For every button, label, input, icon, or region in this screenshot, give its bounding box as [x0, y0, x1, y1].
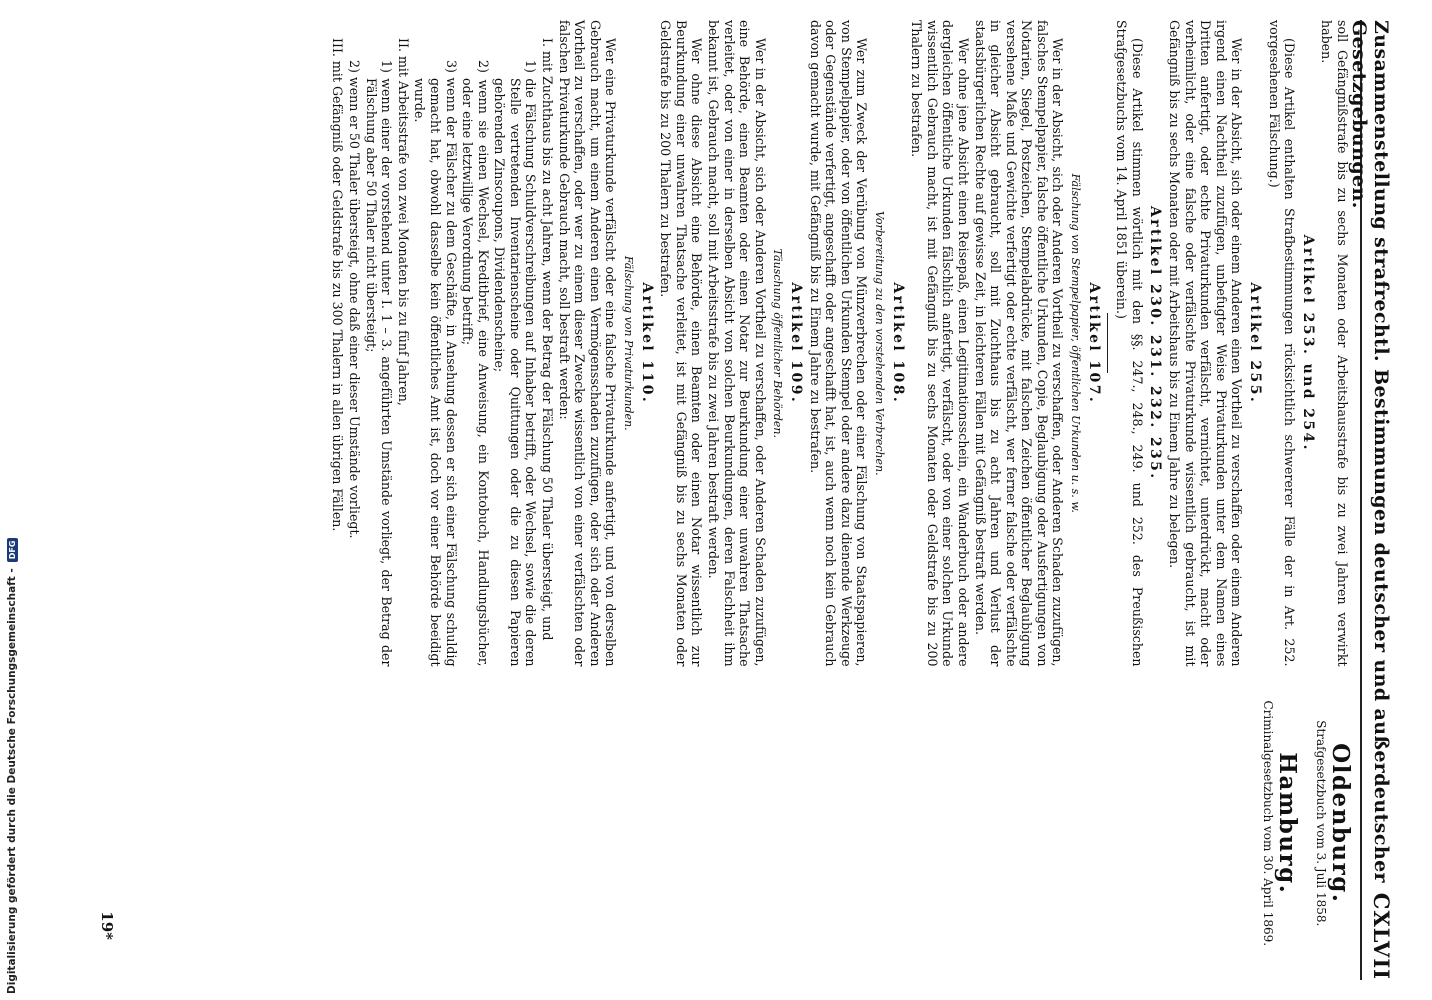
- list-item: I. mit Zuchthaus bis zu acht Jahren, wenn der Betrag der Fälschung 50 Thaler übersteigt, und: [540, 38, 556, 641]
- state-title: Hamburg.: [1273, 752, 1301, 895]
- sub-list-item: 2) wenn sie einen Wechsel, Kreditbrief, eine Anweisung, ein Kontobuch, Handlungsbücher, oder eine letztwillige Verordnung betrifft;: [460, 60, 491, 667]
- page-number: CXLVII: [1369, 892, 1394, 980]
- paragraph: Wer ohne diese Absicht eine Behörde, einen Beamten oder einen Notar wissentlich zur Beurkundung einer unwahren Thatsache verleitet, ist mit Gefängniß bis zu sechs Monaten oder Geldstrafe bis zu 200 Thalern zu bestrafen.: [658, 20, 705, 667]
- credit-text: Digitalisierung gefördert durch die Deutsche Forschungsgemeinschaft -: [6, 568, 18, 994]
- sub-list-item: 2) wenn er 50 Thaler übersteigt, ohne daß einer dieser Umstände vorliegt.: [346, 60, 362, 539]
- paragraph: Wer zum Zweck der Verübung von Münzverbrechen oder einer Fälschung von Staatspapieren, von Stempelpapier, oder von öffentlichen Urkunden Stempel oder andere dazu dienende Werkzeuge oder Gegenstände verfertigt, angeschafft oder angeschafft hat, ist, auch wenn noch kein Gebrauch davon gemacht wurde, mit Gefängniß bis zu Einem Jahre zu bestrafen.: [807, 20, 870, 667]
- article-heading: Artikel 108.: [889, 282, 906, 405]
- article-heading: Artikel 109.: [788, 282, 804, 405]
- paragraph: Wer in der Absicht, sich oder Anderen Vortheil zu verschaffen, oder Anderen Schaden zuzufügen, eine Behörde, einen Beamten oder einen Notar zur Beurkundung einer unwahren Thatsache verleitet, oder von einer in derselben Absicht von solchen Beurkundungen, deren Falschheit ihm bekannt ist, Gebrauch macht, soll mit Arbeitsstrafe bis zu zwei Jahren bestraft werden.: [706, 20, 768, 667]
- article-heading: Artikel 230. 231. 232. 235.: [1147, 205, 1164, 481]
- list-item: III. mit Gefängniß oder Geldstrafe bis zu 300 Thalern in allen übrigen Fällen.: [330, 38, 346, 532]
- paragraph: Wer in der Absicht, sich oder Anderen Vortheil zu verschaffen, oder Anderen Schaden zuzufügen, falsches Stempelpapier, falsche öffentliche Urkunden, Copie, Beglaubigung oder Ausfertigungen von Notarien, Siegel, Postzeichen, Stempelabdrücke, mit falschen Zeichen öffentlicher Beglaubigung versehene Maße und Gewichte verfertigt oder echte verfälscht, wer ferner falsche oder verfälschte in gleicher Absicht gebraucht, soll mit Zuchthaus bis zu acht Jahren und Verlust der staatsbürgerlichen Rechte auf gewisse Zeit, in leichteren Fällen mit Gefängniß bestraft werden.: [972, 20, 1066, 667]
- sub-list-item: 1) die Fälschung Schuldverschreibungen auf Inhaber betrifft, oder Wechsel, sowie die deren Stelle vertretenden Inventarienscheine oder Quittungen oder die zu diesen Papieren gehörenden Zinscoupons, Dividendenscheine;: [492, 60, 539, 667]
- article-subheading: Fälschung von Stempelpapier, öffentlichen Urkunden u. s. w.: [1069, 173, 1083, 513]
- article-heading: Artikel 110.: [638, 282, 655, 405]
- page-header: [1348, 20, 1396, 980]
- left-column: [130, 20, 1350, 667]
- paragraph: (Diese Artikel enthalten Strafbestimmungen rücksichtlich schwererer Fälle der in Art. 252. vorgesehenen Fälschung.): [1266, 20, 1298, 667]
- sub-list-item: 3) wenn der Fälscher zu dem Geschäfte, in Ansehung dessen er sich einer Fälschung schuldig gemacht hat, obwohl dasselbe kein öffentliches Amt ist, doch vor einer Behörde beeidigt wurde.: [412, 60, 459, 667]
- article-subheading: Täuschung öffentlicher Behörden.: [771, 248, 785, 438]
- text-columns: [130, 20, 1354, 980]
- state-code-title: Criminalgesetzbuch vom 30. April 1869.: [1261, 700, 1276, 947]
- state-block: [1313, 667, 1354, 980]
- paragraph: soll Gefängnißstrafe bis zu sechs Monaten oder Arbeitshausstrafe bis zu zwei Jahren verwirkt haben.: [1319, 20, 1350, 667]
- state-title: Oldenburg.: [1327, 743, 1354, 904]
- running-title: Zusammenstellung strafrechtl. Bestimmungen deutscher und außerdeutscher Gesetzgebungen.: [1348, 20, 1392, 883]
- paragraph: Wer eine Privaturkunde verfälscht oder eine falsche Privaturkunde anfertigt, und von derselben Gebrauch macht, um einem Anderen einen Vermögensschaden zuzufügen, oder sich oder Anderen Vortheil zu verschaffen, oder wer zu einem dieser Zwecke wissentlich von einer verfälschten oder falschen Privaturkunde Gebrauch macht, soll bestraft werden:: [556, 20, 619, 667]
- article-heading: Artikel 253. und 254.: [1299, 234, 1316, 452]
- dfg-logo-icon: DFG: [7, 538, 18, 563]
- scanned-page: [90, 0, 1410, 1000]
- paragraph: (Diese Artikel stimmen wörtlich mit den §§. 247., 248., 249. und 252. des Preußischen Strafgesetzbuchs vom 14. April 1851 überein.): [1114, 20, 1145, 667]
- right-column: [130, 667, 1354, 980]
- paragraph: Wer ohne jene Absicht einen Reisepaß, einen Legitimationsschein, ein Wanderbuch oder andere dergleichen öffentliche Urkunden fälschlich anfertigt, verfälscht, oder von einer solchen Urkunde wissentlich Gebrauch macht, ist mit Gefängniß bis zu sechs Monaten oder Geldstrafe bis zu 200 Thalern zu bestrafen.: [909, 20, 971, 667]
- state-block: [1260, 667, 1301, 980]
- article-heading: Artikel 107.: [1085, 282, 1102, 405]
- digitization-credit: [6, 538, 18, 994]
- sub-list-item: 1) wenn einer der vorstehend unter I. 1 – 3. angeführten Umstände vorliegt, der Betrag der Fälschung aber 50 Thaler nicht übersteigt;: [363, 60, 395, 667]
- article-subheading: Vorbereitung zu den vorstehenden Verbrechen.: [872, 210, 886, 476]
- article-heading: Artikel 255.: [1247, 282, 1264, 405]
- signature-mark: 19*: [98, 911, 116, 940]
- section-divider: [1107, 313, 1108, 373]
- digitization-credit-strip: [0, 0, 22, 1000]
- list-item: II. mit Arbeitsstrafe von zwei Monaten bis zu fünf Jahren,: [395, 38, 411, 406]
- state-code-title: Strafgesetzbuch vom 3. Juli 1858.: [1314, 720, 1329, 927]
- article-subheading: Fälschung von Privaturkunden.: [622, 255, 636, 431]
- paragraph: Wer in der Absicht, sich oder einem Anderen einen Vortheil zu verschaffen oder einem Anderen irgend einen Nachtheil zuzufügen, unbefugter Weise Privaturkunden unter dem Namen eines Dritten anfertigt, oder echte Privaturkunden verfälscht, vernichtet, unterdrückt, macht oder verheimlicht, oder eine falsche oder verfälschte Privaturkunde wissentlich gebraucht, ist mit Gefängniß bis zu sechs Monaten oder mit Arbeitshaus bis zu Einem Jahre zu belegen.: [1167, 20, 1245, 667]
